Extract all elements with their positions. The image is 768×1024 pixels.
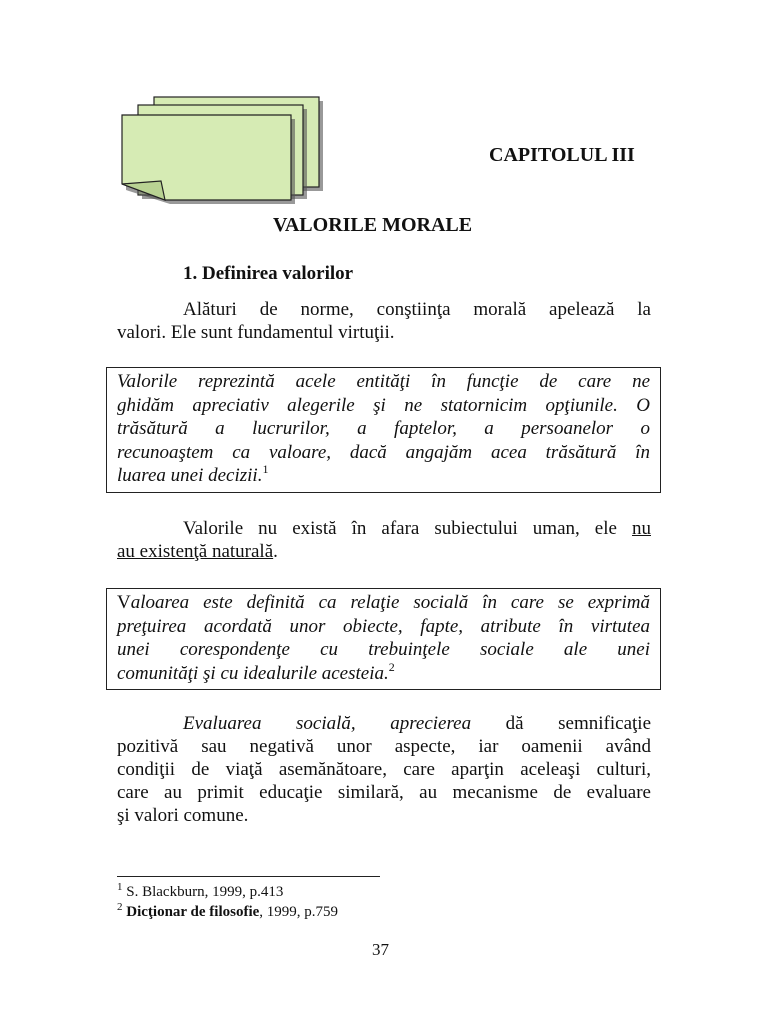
paragraph-line: pozitivă sau negativă unor aspecte, iar oamenii având: [117, 736, 651, 757]
footnote-text: , 1999, p.759: [259, 904, 339, 920]
paragraph-line: [117, 517, 651, 540]
page-number: 37: [372, 940, 389, 959]
paragraph-line: [117, 540, 651, 563]
paragraph-intro: [117, 298, 651, 344]
paragraph-line: şi valori comune.: [117, 805, 249, 826]
paragraph-line: Alături de norme, conştiinţa morală apelează la: [183, 299, 651, 320]
box-line-last: [117, 659, 650, 686]
definition-box-1: [106, 367, 661, 493]
paragraph-existence: [117, 517, 651, 563]
italic-text: aprecierea: [390, 713, 472, 734]
paragraph-line: care au primit educaţie similară, au mecanisme de evaluare: [117, 782, 651, 803]
paragraph-line: valori. Ele sunt fundamentul virtuţii.: [117, 322, 395, 343]
footnote-divider: [117, 876, 380, 877]
paragraph-evaluation: [117, 712, 651, 827]
footnote-title: Dicţionar de filosofie: [126, 904, 260, 920]
paragraph-text: .: [273, 541, 278, 562]
box-line: recunoaştem ca valoare, dacă angajăm acea trăsătură în: [117, 441, 650, 463]
paragraph-text: dă semnificaţie: [505, 713, 651, 734]
box-line: Valorile reprezintă acele entităţi în funcţie de care ne: [117, 371, 650, 392]
footnote-text: S. Blackburn, 1999, p.413: [126, 884, 284, 900]
chapter-heading: CAPITOLUL III: [489, 144, 635, 166]
box-line: unei corespondenţe cu trebuinţele sociale ale unei: [117, 639, 650, 660]
underlined-text: nu: [632, 518, 651, 539]
section-heading: 1. Definirea valorilor: [183, 263, 354, 284]
page-title: VALORILE MORALE: [273, 214, 473, 236]
box-line: ghidăm apreciativ alegerile şi ne statornicim opţiunile. O: [117, 394, 650, 416]
stacked-notes-icon: [117, 95, 337, 207]
box-line-last: [117, 464, 650, 488]
box-initial-letter: V: [117, 592, 131, 613]
box-line-text: comunităţi şi cu idealurile acesteia.: [117, 662, 389, 684]
footnote-2: [117, 901, 339, 921]
footnote-1: [117, 881, 284, 901]
box-line-text: luarea unei decizii.: [117, 465, 263, 486]
box-line: [117, 591, 650, 615]
italic-text: Evaluarea socială,: [183, 713, 356, 734]
footnote-ref-1: 1: [262, 462, 269, 476]
footnote-number: 2: [117, 901, 123, 913]
paragraph-line: [117, 712, 651, 735]
box-line-text: aloarea este definită ca relaţie socială în care se exprimă: [130, 592, 650, 613]
underlined-text: au existenţă naturală: [117, 541, 274, 562]
box-line: trăsătură a lucrurilor, a faptelor, a persoanelor o: [117, 418, 650, 439]
paragraph-text: Valorile nu există în afara subiectului uman, ele: [183, 518, 632, 539]
footnote-number: 1: [117, 881, 123, 893]
paragraph-line: condiţii de viaţă asemănătoare, care aparţin aceleaşi culturi,: [117, 759, 651, 780]
footnote-ref-2: 2: [388, 659, 395, 674]
box-line: preţuirea acordată unor obiecte, fapte, atribute în virtutea: [117, 615, 650, 637]
definition-box-2: [106, 588, 661, 690]
